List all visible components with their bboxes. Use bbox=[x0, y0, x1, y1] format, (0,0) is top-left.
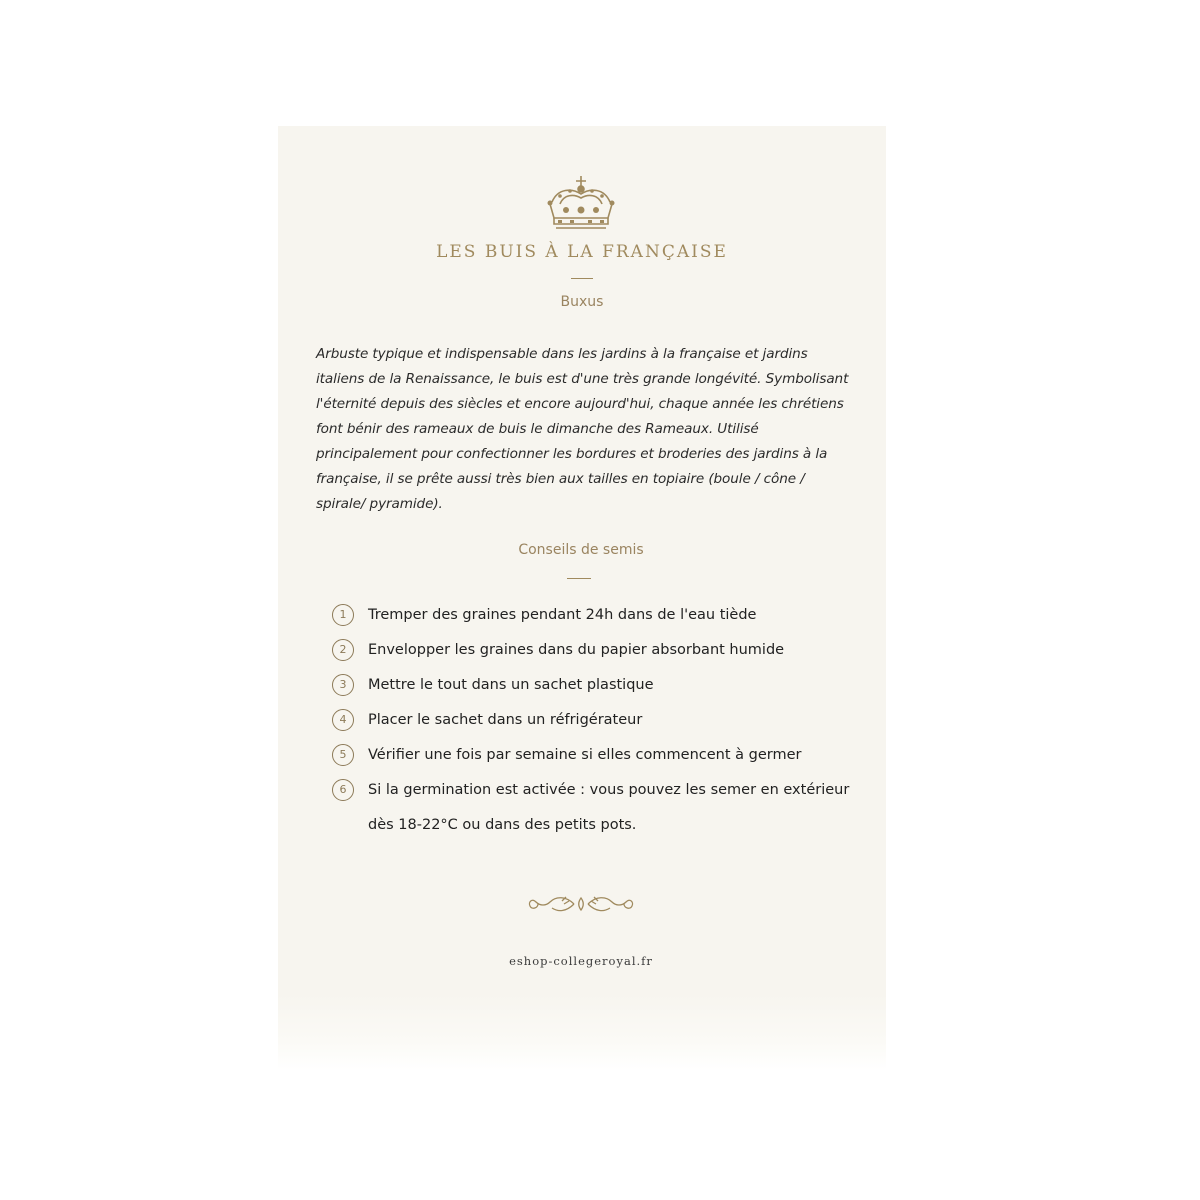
step-number-badge: 5 bbox=[332, 744, 354, 766]
section-divider bbox=[567, 578, 591, 579]
step-text: Vérifier une fois par semaine si elles commencent à germer bbox=[368, 747, 802, 763]
crown-icon bbox=[544, 174, 618, 232]
card-subtitle: Buxus bbox=[560, 294, 604, 310]
step-item bbox=[332, 668, 852, 703]
step-number-badge: 1 bbox=[332, 604, 354, 626]
step-item bbox=[332, 598, 852, 633]
title-divider bbox=[571, 278, 593, 279]
step-number-badge: 2 bbox=[332, 639, 354, 661]
step-text: Envelopper les graines dans du papier absorbant humide bbox=[368, 642, 785, 658]
section-title: Conseils de semis bbox=[518, 542, 644, 558]
step-number-badge: 4 bbox=[332, 709, 354, 731]
step-text: Placer le sachet dans un réfrigérateur bbox=[368, 712, 643, 728]
step-text: Mettre le tout dans un sachet plastique bbox=[368, 677, 654, 693]
footer-website: eshop-collegeroyal.fr bbox=[509, 954, 653, 968]
steps-list bbox=[332, 598, 852, 843]
flourish-ornament-icon bbox=[526, 892, 636, 916]
step-item bbox=[332, 633, 852, 668]
step-item bbox=[332, 738, 852, 773]
step-number-badge: 6 bbox=[332, 779, 354, 801]
step-item bbox=[332, 773, 852, 843]
step-number-badge: 3 bbox=[332, 674, 354, 696]
step-text: Tremper des graines pendant 24h dans de l'eau tiède bbox=[368, 607, 757, 623]
seed-card bbox=[278, 126, 886, 1070]
intro-paragraph: Arbuste typique et indispensable dans les jardins à la française et jardins italiens de la Renaissance, le buis est d'une très grande longévité. Symbolisant l'éternité depuis des siècles et encore aujourd'hui, chaque année les chrétiens font bénir des rameaux de buis le dimanche des Rameaux. Utilisé principalement pour confectionner les bordures et broderies des jardins à la française, il se prête aussi très bien aux tailles en topiaire (boule / cône / spirale/ pyramide). bbox=[316, 346, 849, 512]
card-title: LES BUIS À LA FRANÇAISE bbox=[436, 242, 728, 262]
step-text: Si la germination est activée : vous pouvez les semer en extérieur dès 18-22°C ou dans des petits pots. bbox=[368, 782, 850, 833]
step-item bbox=[332, 703, 852, 738]
